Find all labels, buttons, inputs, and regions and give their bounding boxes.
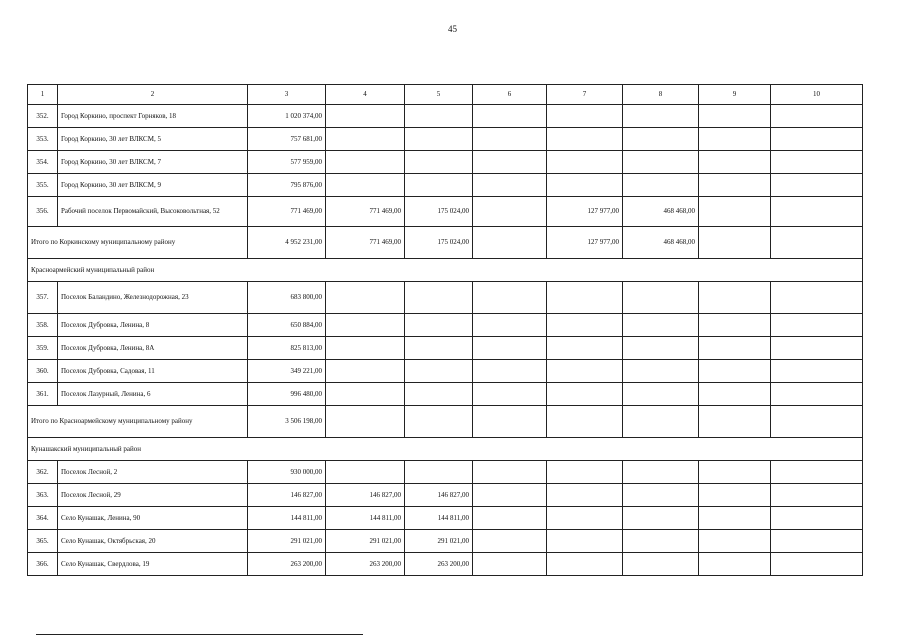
total-value: 771 469,00 — [326, 227, 405, 259]
table-row — [28, 128, 863, 151]
column-header: 7 — [547, 85, 623, 105]
total-value: 127 977,00 — [547, 227, 623, 259]
amount-cell — [326, 128, 405, 151]
amount-cell — [699, 383, 771, 406]
table-row — [28, 553, 863, 576]
row-number: 355. — [28, 174, 58, 197]
header-row — [28, 85, 863, 105]
amount-cell — [771, 507, 863, 530]
row-number: 361. — [28, 383, 58, 406]
total-value — [699, 227, 771, 259]
amount-cell: 144 811,00 — [405, 507, 473, 530]
amount-cell — [547, 553, 623, 576]
amount-cell — [326, 151, 405, 174]
amount-cell — [473, 151, 547, 174]
amount-cell — [699, 461, 771, 484]
footnote-separator — [36, 634, 363, 635]
amount-cell — [405, 128, 473, 151]
data-table — [27, 84, 863, 576]
column-header: 1 — [28, 85, 58, 105]
amount-cell — [405, 383, 473, 406]
amount-cell — [699, 174, 771, 197]
amount-cell — [771, 337, 863, 360]
amount-cell — [473, 461, 547, 484]
section-title: Красноармейский муниципальный район — [28, 259, 863, 282]
address-cell: Поселок Баландино, Железнодорожная, 23 — [58, 282, 248, 314]
table-row — [28, 197, 863, 227]
amount-cell — [699, 530, 771, 553]
amount-cell — [473, 197, 547, 227]
address-cell: Село Кунашак, Ленина, 90 — [58, 507, 248, 530]
section-title: Кунашакский муниципальный район — [28, 438, 863, 461]
table-row — [28, 282, 863, 314]
amount-cell — [473, 484, 547, 507]
amount-cell — [326, 383, 405, 406]
amount-cell: 771 469,00 — [248, 197, 326, 227]
column-header: 2 — [58, 85, 248, 105]
amount-cell — [771, 360, 863, 383]
amount-cell: 577 959,00 — [248, 151, 326, 174]
row-number: 356. — [28, 197, 58, 227]
amount-cell — [326, 461, 405, 484]
amount-cell — [699, 507, 771, 530]
row-number: 365. — [28, 530, 58, 553]
total-value — [473, 406, 547, 438]
amount-cell — [699, 128, 771, 151]
row-number: 357. — [28, 282, 58, 314]
amount-cell — [473, 314, 547, 337]
table-row — [28, 383, 863, 406]
amount-cell — [547, 360, 623, 383]
amount-cell — [699, 360, 771, 383]
amount-cell — [473, 383, 547, 406]
address-cell: Поселок Лесной, 2 — [58, 461, 248, 484]
total-label: Итого по Коркинскому муниципальному району — [28, 227, 248, 259]
amount-cell — [699, 484, 771, 507]
address-cell: Поселок Лесной, 29 — [58, 484, 248, 507]
amount-cell — [326, 314, 405, 337]
amount-cell — [771, 282, 863, 314]
amount-cell — [405, 282, 473, 314]
amount-cell — [473, 507, 547, 530]
amount-cell — [405, 105, 473, 128]
amount-cell — [547, 530, 623, 553]
total-value: 4 952 231,00 — [248, 227, 326, 259]
amount-cell: 683 800,00 — [248, 282, 326, 314]
total-value: 3 506 198,00 — [248, 406, 326, 438]
amount-cell — [623, 174, 699, 197]
table-row — [28, 337, 863, 360]
amount-cell — [771, 553, 863, 576]
amount-cell — [547, 507, 623, 530]
amount-cell — [473, 553, 547, 576]
amount-cell — [623, 151, 699, 174]
amount-cell — [623, 461, 699, 484]
amount-cell — [699, 197, 771, 227]
amount-cell — [547, 337, 623, 360]
amount-cell — [771, 530, 863, 553]
address-cell: Город Коркино, проспект Горняков, 18 — [58, 105, 248, 128]
amount-cell: 146 827,00 — [248, 484, 326, 507]
amount-cell — [771, 197, 863, 227]
amount-cell: 349 221,00 — [248, 360, 326, 383]
amount-cell: 1 020 374,00 — [248, 105, 326, 128]
total-row — [28, 227, 863, 259]
amount-cell — [326, 337, 405, 360]
amount-cell — [473, 282, 547, 314]
column-header: 8 — [623, 85, 699, 105]
amount-cell: 263 200,00 — [248, 553, 326, 576]
amount-cell — [405, 337, 473, 360]
amount-cell: 146 827,00 — [326, 484, 405, 507]
amount-cell — [771, 314, 863, 337]
amount-cell — [623, 105, 699, 128]
amount-cell — [623, 128, 699, 151]
amount-cell — [473, 530, 547, 553]
amount-cell — [547, 383, 623, 406]
amount-cell — [771, 128, 863, 151]
amount-cell — [623, 484, 699, 507]
amount-cell: 263 200,00 — [326, 553, 405, 576]
amount-cell — [623, 507, 699, 530]
amount-cell: 291 021,00 — [248, 530, 326, 553]
total-value: 468 468,00 — [623, 227, 699, 259]
amount-cell — [547, 151, 623, 174]
amount-cell — [547, 128, 623, 151]
amount-cell — [326, 282, 405, 314]
amount-cell — [771, 105, 863, 128]
section-row — [28, 438, 863, 461]
amount-cell — [547, 282, 623, 314]
amount-cell — [623, 360, 699, 383]
amount-cell — [326, 105, 405, 128]
row-number: 364. — [28, 507, 58, 530]
total-value — [405, 406, 473, 438]
address-cell: Поселок Дубровка, Ленина, 8А — [58, 337, 248, 360]
amount-cell — [473, 337, 547, 360]
amount-cell — [771, 151, 863, 174]
total-label: Итого по Красноармейскому муниципальному району — [28, 406, 248, 438]
amount-cell: 468 468,00 — [623, 197, 699, 227]
table-row — [28, 151, 863, 174]
row-number: 362. — [28, 461, 58, 484]
amount-cell — [547, 174, 623, 197]
total-row — [28, 406, 863, 438]
amount-cell — [699, 314, 771, 337]
address-cell: Поселок Дубровка, Ленина, 8 — [58, 314, 248, 337]
address-cell: Поселок Дубровка, Садовая, 11 — [58, 360, 248, 383]
table-row — [28, 105, 863, 128]
amount-cell — [326, 174, 405, 197]
table-row — [28, 484, 863, 507]
amount-cell — [473, 360, 547, 383]
amount-cell: 263 200,00 — [405, 553, 473, 576]
amount-cell — [547, 461, 623, 484]
amount-cell: 175 024,00 — [405, 197, 473, 227]
amount-cell — [473, 128, 547, 151]
amount-cell — [623, 383, 699, 406]
row-number: 358. — [28, 314, 58, 337]
table-row — [28, 174, 863, 197]
amount-cell: 650 884,00 — [248, 314, 326, 337]
column-header: 6 — [473, 85, 547, 105]
column-header: 3 — [248, 85, 326, 105]
address-cell: Поселок Лазурный, Ленина, 6 — [58, 383, 248, 406]
row-number: 366. — [28, 553, 58, 576]
row-number: 354. — [28, 151, 58, 174]
amount-cell: 825 813,00 — [248, 337, 326, 360]
row-number: 363. — [28, 484, 58, 507]
amount-cell — [623, 337, 699, 360]
address-cell: Село Кунашак, Октябрьская, 20 — [58, 530, 248, 553]
amount-cell: 127 977,00 — [547, 197, 623, 227]
total-value — [771, 406, 863, 438]
total-value — [771, 227, 863, 259]
table-row — [28, 360, 863, 383]
address-cell: Город Коркино, 30 лет ВЛКСМ, 7 — [58, 151, 248, 174]
row-number: 360. — [28, 360, 58, 383]
amount-cell: 144 811,00 — [248, 507, 326, 530]
amount-cell: 144 811,00 — [326, 507, 405, 530]
total-value: 175 024,00 — [405, 227, 473, 259]
amount-cell — [405, 151, 473, 174]
amount-cell: 291 021,00 — [405, 530, 473, 553]
amount-cell — [473, 105, 547, 128]
total-value — [547, 406, 623, 438]
amount-cell — [405, 314, 473, 337]
address-cell: Город Коркино, 30 лет ВЛКСМ, 9 — [58, 174, 248, 197]
row-number: 353. — [28, 128, 58, 151]
amount-cell — [623, 282, 699, 314]
amount-cell: 291 021,00 — [326, 530, 405, 553]
amount-cell — [771, 174, 863, 197]
table-row — [28, 461, 863, 484]
column-header: 9 — [699, 85, 771, 105]
amount-cell — [699, 282, 771, 314]
amount-cell: 771 469,00 — [326, 197, 405, 227]
column-header: 4 — [326, 85, 405, 105]
column-header: 10 — [771, 85, 863, 105]
amount-cell: 146 827,00 — [405, 484, 473, 507]
amount-cell — [699, 151, 771, 174]
column-header: 5 — [405, 85, 473, 105]
address-cell: Город Коркино, 30 лет ВЛКСМ, 5 — [58, 128, 248, 151]
amount-cell — [771, 461, 863, 484]
total-value — [326, 406, 405, 438]
page-number: 45 — [448, 24, 457, 34]
amount-cell — [405, 174, 473, 197]
table-row — [28, 507, 863, 530]
amount-cell — [547, 484, 623, 507]
amount-cell — [699, 337, 771, 360]
amount-cell: 757 681,00 — [248, 128, 326, 151]
amount-cell — [405, 461, 473, 484]
amount-cell: 996 480,00 — [248, 383, 326, 406]
amount-cell — [547, 105, 623, 128]
address-cell: Село Кунашак, Свердлова, 19 — [58, 553, 248, 576]
total-value — [699, 406, 771, 438]
table-row — [28, 314, 863, 337]
section-row — [28, 259, 863, 282]
address-cell: Рабочий поселок Первомайский, Высоковольтная, 52 — [58, 197, 248, 227]
row-number: 359. — [28, 337, 58, 360]
amount-cell — [771, 484, 863, 507]
amount-cell — [623, 314, 699, 337]
amount-cell — [699, 553, 771, 576]
total-value — [623, 406, 699, 438]
row-number: 352. — [28, 105, 58, 128]
amount-cell — [473, 174, 547, 197]
amount-cell — [699, 105, 771, 128]
amount-cell — [326, 360, 405, 383]
amount-cell: 930 000,00 — [248, 461, 326, 484]
amount-cell — [623, 530, 699, 553]
amount-cell — [623, 553, 699, 576]
total-value — [473, 227, 547, 259]
amount-cell: 795 876,00 — [248, 174, 326, 197]
amount-cell — [771, 383, 863, 406]
amount-cell — [547, 314, 623, 337]
amount-cell — [405, 360, 473, 383]
table-row — [28, 530, 863, 553]
